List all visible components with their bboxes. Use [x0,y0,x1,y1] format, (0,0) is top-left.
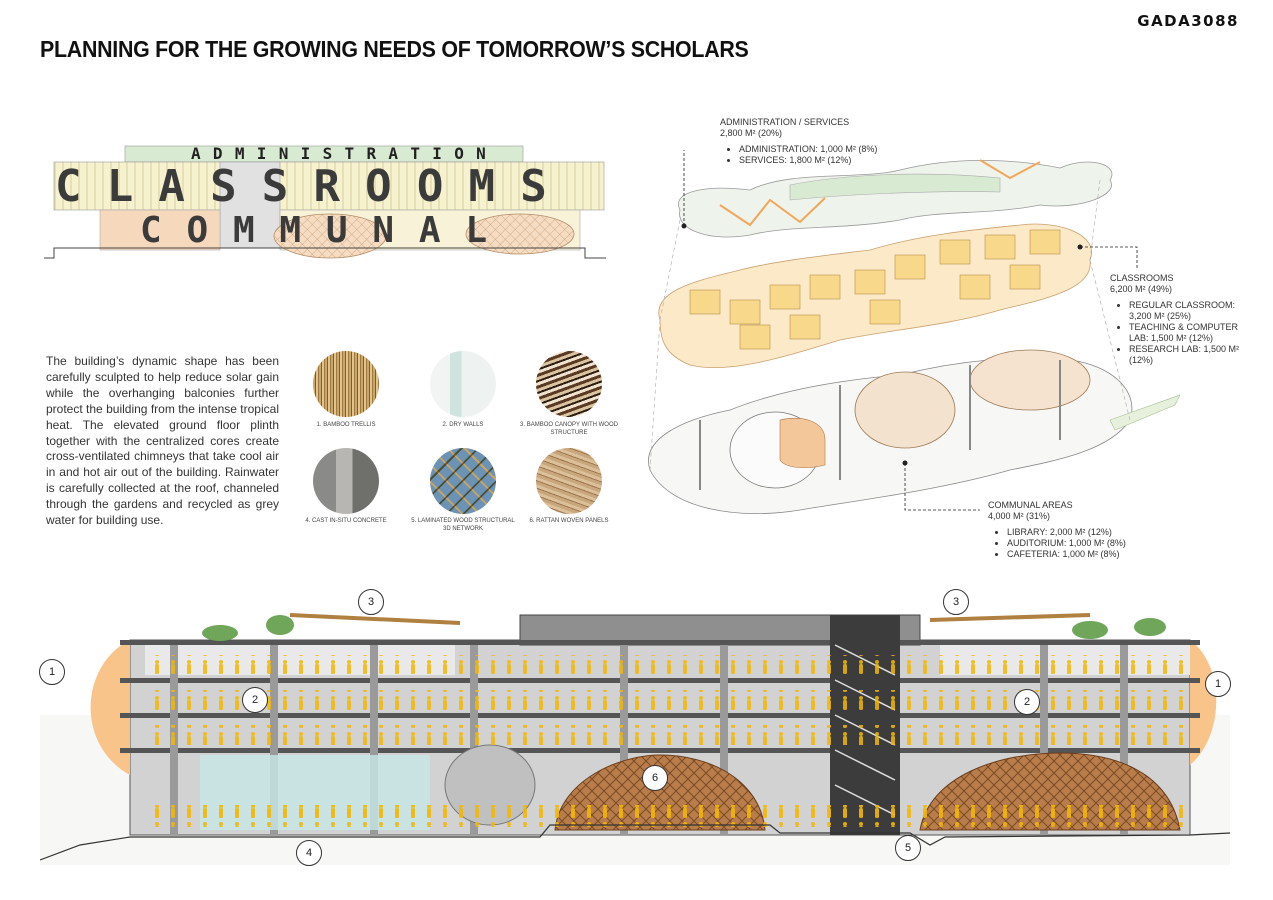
zoning-label-classrooms: CLASSROOMS [55,161,572,212]
exploded-axonometric [640,150,1180,540]
classrooms-title: CLASSROOMS [1110,273,1174,283]
program-communal [988,500,1188,560]
program-admin [720,117,920,166]
admin-item: • ADMINISTRATION: 1,000 M² (8%) [739,144,920,155]
auditorium-volume [855,372,955,448]
section-marker-2-right: 2 [1014,689,1040,715]
material-caption-3: 3. BAMBOO CANOPY WITH WOOD STRUCTURE [520,422,618,436]
classrooms-item: • RESEARCH LAB: 1,500 M² (12%) [1129,344,1245,366]
bamboo-trellis-swatch [313,351,379,417]
section-marker-3-right: 3 [943,589,969,615]
building-section [40,605,1230,890]
wood-network-swatch [430,448,496,514]
cafeteria-volume [970,350,1090,410]
zoning-label-administration: ADMINISTRATION [191,144,499,163]
concrete-swatch [313,448,379,514]
description-paragraph: The building’s dynamic shape has been carefully sculpted to help reduce solar gain while the overhanging balconies further protect the building from the intense tropical heat. The elevated ground floor plinth together with the centralized cores create cross-ventilated chimneys that take cool air in and hot air out of the building. Rainwater is carefully collected at the roof, channeled through the gardens and recycled as grey water for building use. [46,354,279,528]
communal-item: • LIBRARY: 2,000 M² (12%) [1007,527,1188,538]
classrooms-item: • TEACHING & COMPUTER LAB: 1,500 M² (12%) [1129,322,1245,344]
communal-item: • CAFETERIA: 1,000 M² (8%) [1007,549,1188,560]
dry-walls-swatch [430,351,496,417]
section-marker-3-left: 3 [358,589,384,615]
admin-item: • SERVICES: 1,800 M² (12%) [739,155,920,166]
material-caption-4: 4. CAST IN-SITU CONCRETE [305,518,387,524]
section-marker-1-left: 1 [39,659,65,685]
section-marker-1-right: 1 [1205,671,1231,697]
classroom-layer [659,224,1092,368]
classrooms-area: 6,200 M² (49%) [1110,284,1173,294]
communal-title: COMMUNAL AREAS [988,500,1073,510]
classrooms-item: • REGULAR CLASSROOM: 3,200 M² (25%) [1129,300,1245,322]
rattan-panels-swatch [536,448,602,514]
document-code: GADA3088 [1137,12,1239,30]
admin-title: ADMINISTRATION / SERVICES [720,117,850,127]
material-caption-2: 2. DRY WALLS [442,422,484,428]
section-marker-6: 6 [642,765,668,791]
material-caption-5: 5. LAMINATED WOOD STRUCTURAL 3D NETWORK [411,518,515,532]
zoning-label-communal: COMMUNAL [140,210,512,251]
communal-area: 4,000 M² (31%) [988,511,1051,521]
page-title: PLANNING FOR THE GROWING NEEDS OF TOMORROW’S SCHOLARS [40,36,749,62]
section-marker-5: 5 [895,835,921,861]
program-classrooms [1110,273,1245,366]
admin-area: 2,800 M² (20%) [720,128,783,138]
material-caption-1: 1. BAMBOO TRELLIS [316,422,376,428]
section-marker-4: 4 [296,840,322,866]
bamboo-canopy-swatch [536,351,602,417]
section-marker-2-left: 2 [242,687,268,713]
material-caption-6: 6. RATTAN WOVEN PANELS [529,518,609,524]
communal-item: • AUDITORIUM: 1,000 M² (8%) [1007,538,1188,549]
